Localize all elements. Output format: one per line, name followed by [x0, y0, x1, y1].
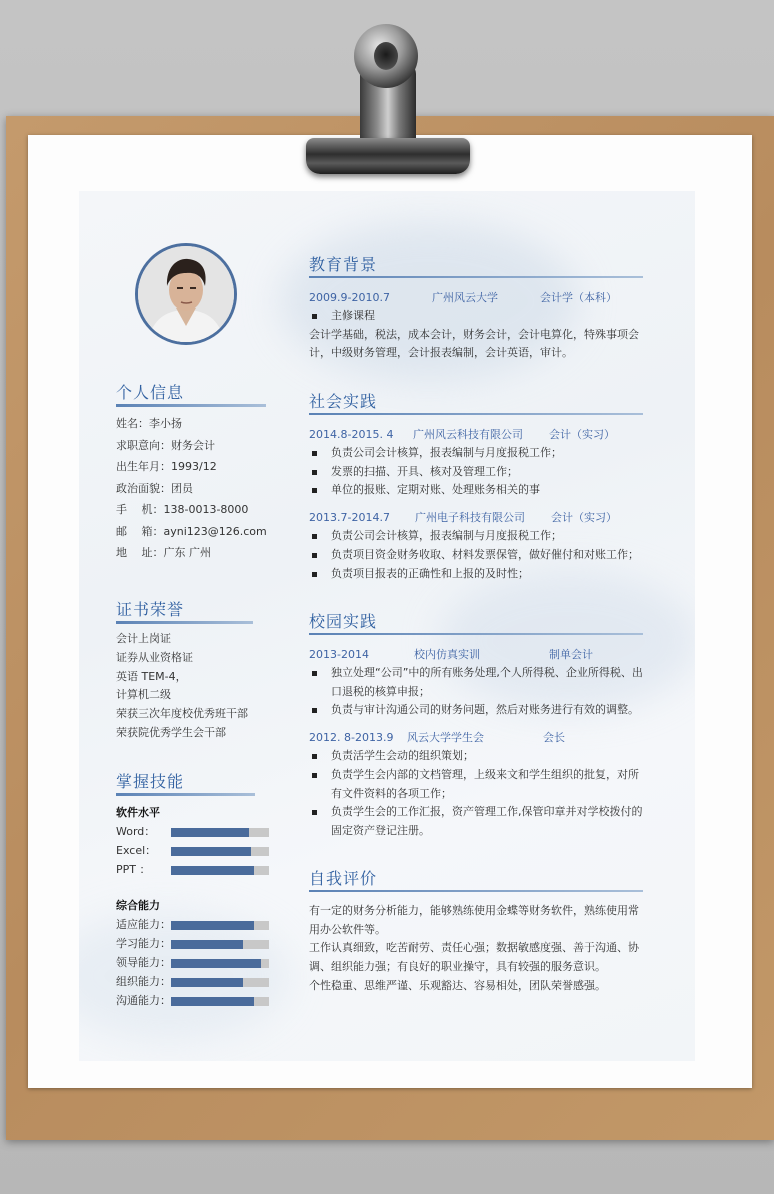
skill-level-track [171, 997, 269, 1006]
skill-level-fill [171, 847, 251, 856]
education-section [309, 255, 643, 363]
job-org: 广州电子科技有限公司 [415, 511, 525, 525]
portrait-image [138, 246, 234, 342]
profile-name: 姓名：李小扬 [116, 417, 182, 430]
skill-level-fill [171, 959, 261, 968]
skill-level-fill [171, 921, 254, 930]
job-point: 负责项目资金财务收取、材料发票保管，做好催付和对账工作； [309, 546, 643, 565]
job-point: 负责公司会计核算，报表编制与月度报税工作； [309, 527, 643, 546]
education-major: 会计学（本科） [540, 291, 617, 304]
self-evaluation-paragraph: 个性稳重、思维严谨、乐观豁达、容易相处，团队荣誉感强。 [309, 978, 606, 992]
self-evaluation-paragraph: 工作认真细致，吃苦耐劳、责任心强；数据敏感度强、善于沟通、协调、组织能力强；有良好的职业操守，具有较强的服务意识。 [309, 941, 639, 974]
section-divider [116, 404, 266, 407]
certificate-item: 英语 TEM-4， [116, 669, 187, 683]
profile-section [116, 383, 266, 564]
profile-email: 邮 箱：ayni123@126.com [116, 524, 267, 538]
skill-row [116, 953, 266, 972]
profile-political: 政治面貌：团员 [116, 481, 193, 495]
binder-clip-hole [374, 42, 398, 70]
skill-label: 学习能力： [116, 937, 171, 950]
software-skills-title: 软件水平 [116, 806, 160, 819]
campus-point: 负责活学生会动的组织策划； [309, 747, 643, 766]
campus-point: 负责学生会内部的文档管理，上级来文和学生组织的批复，对所有文件资料的各项工作； [309, 766, 643, 803]
skill-level-fill [171, 866, 254, 875]
section-title: 社会实践 [309, 392, 378, 411]
campus-header [309, 728, 643, 747]
course-title: 主修课程 [309, 307, 643, 326]
job-date: 2013.7-2014.7 [309, 511, 390, 525]
skill-label: 领导能力： [116, 956, 171, 969]
section-title: 教育背景 [309, 255, 378, 274]
skill-row [116, 972, 266, 991]
skill-row [116, 860, 266, 879]
profile-address: 地 址：广东 广州 [116, 546, 211, 559]
education-date: 2009.9-2010.7 [309, 291, 390, 304]
certificate-item: 会计上岗证 [116, 632, 171, 645]
education-header [309, 288, 643, 307]
skill-label: PPT ： [116, 863, 151, 876]
self-evaluation-section [309, 869, 643, 996]
job-date: 2014.8-2015. 4 [309, 428, 394, 441]
profile-objective: 求职意向：财务会计 [116, 438, 215, 452]
section-divider [309, 633, 643, 635]
certificate-item: 计算机二级 [116, 688, 171, 702]
skill-row [116, 991, 266, 1010]
profile-birth: 出生年月：1993/12 [116, 460, 217, 473]
job-role: 会计（实习） [549, 428, 615, 441]
software-skill-list [116, 822, 266, 879]
section-title: 个人信息 [116, 383, 185, 402]
profile-phone: 手 机：138-0013-8000 [116, 503, 249, 516]
skill-label: Excel： [116, 844, 157, 857]
job-header [309, 425, 643, 444]
skill-row [116, 915, 266, 934]
campus-role: 会长 [543, 731, 565, 745]
campus-practice-section [309, 612, 643, 841]
campus-point: 负责与审计沟通公司的财务问题，然后对账务进行有效的调整。 [309, 701, 643, 720]
ability-skill-list [116, 915, 266, 1010]
campus-point: 负责学生会的工作汇报，资产管理工作,保管印章并对学校拨付的固定资产登记注册。 [309, 803, 643, 840]
section-title: 掌握技能 [116, 772, 185, 791]
section-divider [116, 621, 253, 624]
campus-org: 校内仿真实训 [414, 648, 480, 661]
certificate-item: 荣获三次年度校优秀班干部 [116, 707, 248, 721]
campus-role: 制单会计 [549, 648, 593, 661]
binder-clip [296, 20, 478, 178]
skill-level-fill [171, 997, 254, 1006]
section-title: 校园实践 [309, 612, 378, 631]
skill-row [116, 822, 266, 841]
certificates-section [116, 600, 266, 743]
certificate-item: 荣获院优秀学生会干部 [116, 725, 226, 739]
section-divider [309, 413, 643, 415]
skill-level-track [171, 828, 269, 837]
skill-row [116, 934, 266, 953]
skill-level-fill [171, 940, 243, 949]
skill-label: 适应能力： [116, 918, 171, 931]
skill-level-track [171, 959, 269, 968]
job-point: 负责项目报表的正确性和上报的及时性； [309, 565, 643, 584]
skill-level-track [171, 940, 269, 949]
section-title: 证书荣誉 [116, 600, 185, 619]
job-point: 单位的报账、定期对账、处理账务相关的事 [309, 481, 643, 500]
skill-level-track [171, 978, 269, 987]
section-title: 自我评价 [309, 869, 378, 888]
skill-level-fill [171, 828, 249, 837]
campus-date: 2013-2014 [309, 648, 369, 661]
campus-point: 独立处理“公司”中的所有账务处理,个人所得税、企业所得税、出口退税的核算申报； [309, 664, 643, 701]
resume-page [79, 191, 695, 1061]
skill-level-track [171, 866, 269, 875]
section-divider [309, 276, 643, 278]
binder-clip-base [306, 138, 470, 174]
ability-skills-title: 综合能力 [116, 899, 160, 912]
certificate-item: 证券从业资格证 [116, 650, 193, 664]
job-org: 广州风云科技有限公司 [413, 428, 523, 441]
campus-org: 风云大学学生会 [407, 731, 484, 745]
course-list: 会计学基础，税法，成本会计，财务会计，会计电算化，特殊事项会计，中级财务管理，会计报表编制，会计英语，审计。 [309, 327, 639, 360]
section-divider [116, 793, 255, 796]
job-point: 负责公司会计核算，报表编制与月度报税工作； [309, 444, 643, 463]
skill-level-track [171, 921, 269, 930]
skill-label: 沟通能力： [116, 994, 171, 1007]
skill-label: Word： [116, 825, 156, 838]
self-evaluation-paragraph: 有一定的财务分析能力，能够熟练使用金蝶等财务软件，熟练使用常用办公软件等。 [309, 904, 639, 936]
job-role: 会计（实习） [551, 511, 617, 525]
skill-level-fill [171, 978, 243, 987]
campus-header [309, 645, 643, 664]
section-divider [309, 890, 643, 892]
skill-level-track [171, 847, 269, 856]
education-school: 广州风云大学 [432, 291, 498, 304]
skill-label: 组织能力： [116, 975, 171, 988]
campus-date: 2012. 8-2013.9 [309, 731, 394, 745]
job-point: 发票的扫描、开具、核对及管理工作； [309, 463, 643, 482]
skills-section [116, 772, 266, 1010]
avatar [135, 243, 237, 345]
skill-row [116, 841, 266, 860]
social-practice-section [309, 392, 643, 583]
job-header [309, 508, 643, 527]
